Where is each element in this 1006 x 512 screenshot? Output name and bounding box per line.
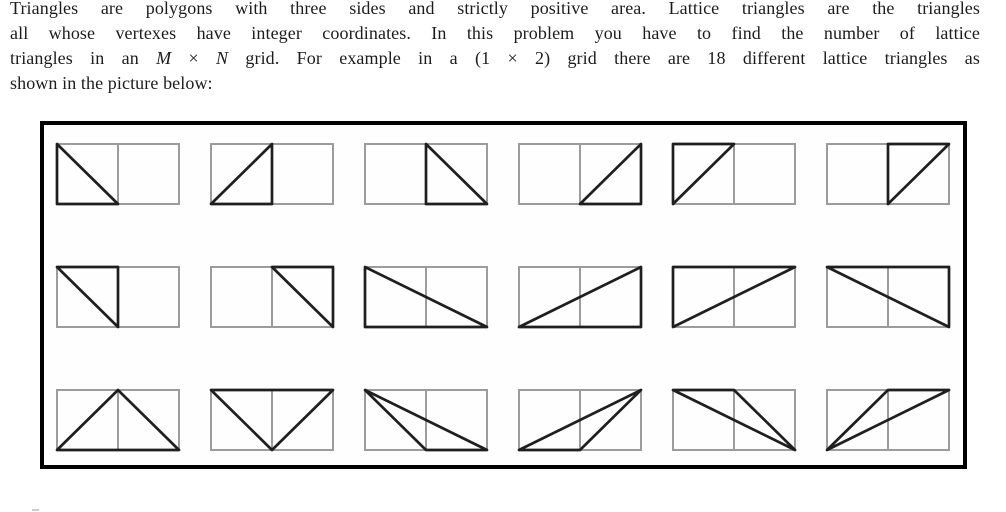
problem-statement <box>10 0 980 96</box>
triangle-shape <box>580 144 641 204</box>
text-segment: triangles in an <box>10 48 157 68</box>
lattice-triangle-cell <box>517 142 643 206</box>
text-line <box>10 46 980 71</box>
cutoff-text-fragment <box>32 509 39 511</box>
lattice-triangle-cell <box>363 142 489 206</box>
text-segment: grid. For example in a (1 × 2) grid there are 18 different lattice triangles as <box>228 48 980 68</box>
triangle-shape <box>57 267 118 327</box>
text-line <box>10 0 980 21</box>
triangle-shape <box>426 144 487 204</box>
text-line <box>10 21 980 46</box>
lattice-triangle-cell <box>209 388 335 452</box>
lattice-triangle-cell <box>209 265 335 329</box>
triangle-shape <box>272 267 333 327</box>
lattice-triangle-cell <box>671 388 797 452</box>
lattice-triangle-cell <box>671 142 797 206</box>
lattice-triangle-cell <box>671 265 797 329</box>
text-line <box>10 71 980 96</box>
triangle-shape <box>211 144 272 204</box>
triangle-shape <box>57 144 118 204</box>
lattice-triangle-cell <box>363 265 489 329</box>
lattice-triangle-cell <box>517 388 643 452</box>
lattice-triangle-cell <box>55 142 181 206</box>
text-segment: × <box>171 48 216 68</box>
triangle-figure <box>40 121 967 469</box>
text-segment: shown in the picture below: <box>10 73 213 93</box>
math-variable: N <box>216 48 229 68</box>
text-segment: Triangles are polygons with three sides and strictly positive area. Lattice triangles are the triangles <box>10 0 980 18</box>
triangle-shape <box>888 144 949 204</box>
lattice-triangle-cell <box>825 388 951 452</box>
text-segment: all whose vertexes have integer coordinates. In this problem you have to find the number of lattice <box>10 23 980 43</box>
math-variable: M <box>156 48 172 68</box>
lattice-triangle-cell <box>55 388 181 452</box>
lattice-triangle-cell <box>209 142 335 206</box>
triangle-shape <box>673 144 734 204</box>
lattice-triangle-cell <box>825 142 951 206</box>
lattice-triangle-cell <box>55 265 181 329</box>
lattice-triangle-cell <box>517 265 643 329</box>
lattice-triangle-cell <box>825 265 951 329</box>
lattice-triangle-cell <box>363 388 489 452</box>
